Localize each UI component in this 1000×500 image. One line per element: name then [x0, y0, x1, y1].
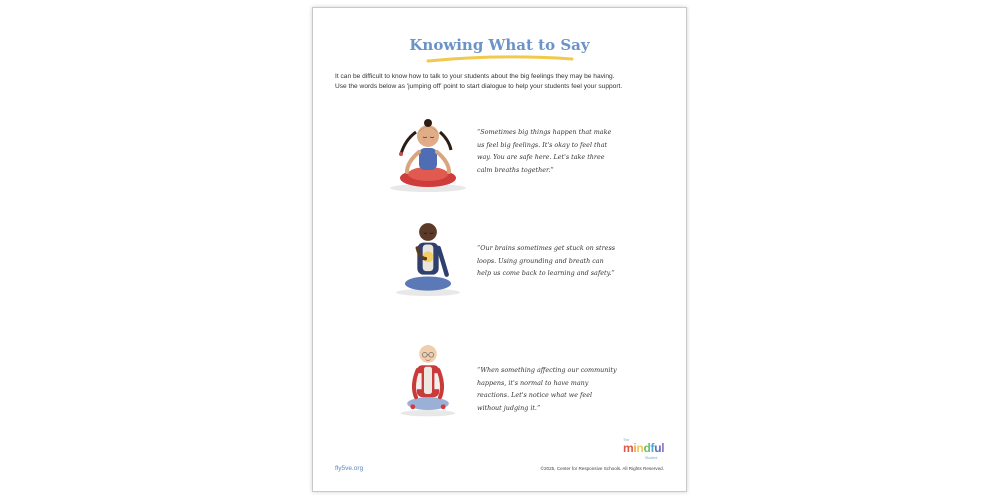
quote-3: “When something affecting our community happens, it's normal to have many reactions. Let's notice what we feel without judging it.”: [477, 366, 617, 412]
title-underline: [425, 53, 575, 65]
footer-website-link[interactable]: fly5ve.org: [335, 465, 364, 472]
meditating-boy-illustration: [383, 216, 473, 296]
quote-2: “Our brains sometimes get stuck on stress loops. Using grounding and breath can help us come back to learning and safety.”: [477, 244, 616, 277]
meditating-boy-glasses-illustration: [383, 338, 473, 418]
logo-bottom-text: Student: [645, 456, 658, 460]
intro-line-2: Use the words below as 'jumping off' point to start dialogue to help your students feel your support.: [335, 83, 623, 90]
intro-line-1: It can be difficult to know how to talk to your students about the big feelings they may be having.: [335, 73, 615, 80]
page-title: Knowing What to Say: [409, 36, 590, 54]
footer-copyright: ©2025, Center for Responsive Schools. All Rights Reserved.: [540, 466, 664, 471]
worksheet-page: [312, 7, 687, 492]
logo-top-text: The: [623, 438, 630, 442]
mindful-student-logo: [621, 438, 671, 462]
logo-word: mindful: [623, 441, 665, 455]
intro-text: [335, 72, 670, 92]
quote-1: “Sometimes big things happen that make us feel big feelings. It's okay to feel that way. You are safe here. Let's take three calm breaths together.”: [477, 128, 612, 174]
meditating-girl-illustration: [383, 114, 473, 194]
